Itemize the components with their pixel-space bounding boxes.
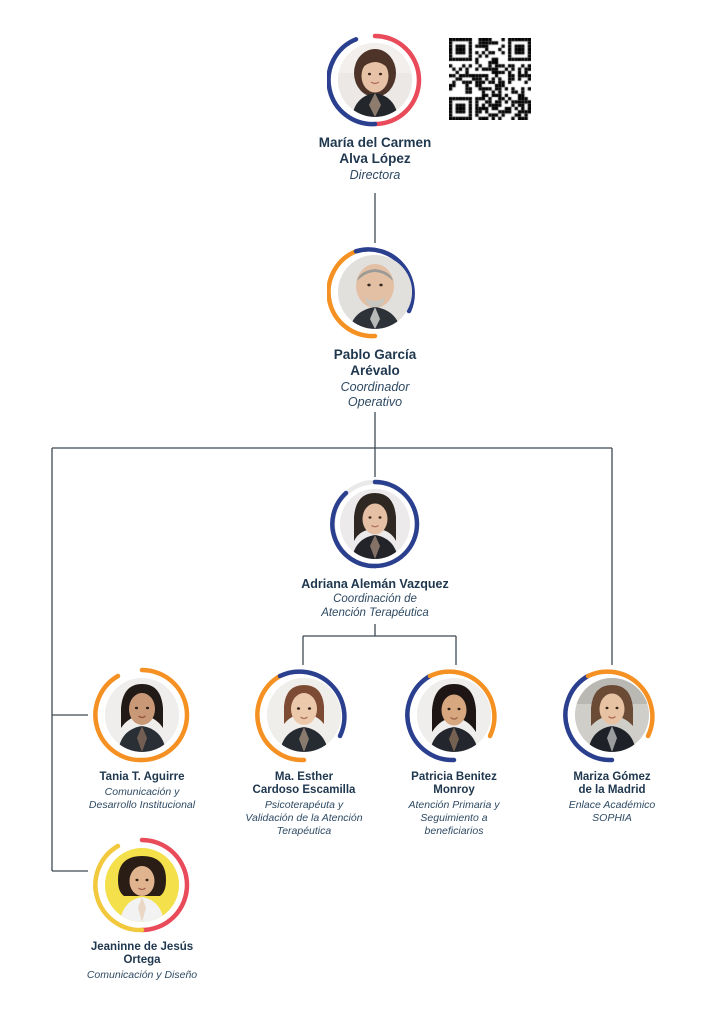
org-node-coordinacion-atencion-terapeutica[interactable]: [265, 478, 485, 621]
avatar-photo: [338, 255, 412, 329]
avatar-photo: [105, 678, 179, 752]
node-role: Comunicación y Desarrollo Institucional: [88, 786, 196, 811]
org-node-patricia-benitez[interactable]: [374, 666, 534, 837]
node-role: Coordinador Operativo: [340, 380, 410, 410]
node-role: Comunicación y Diseño: [86, 969, 198, 982]
node-role: Atención Primaria y Seguimiento a beneficiarios: [408, 799, 500, 837]
node-name: Tania T. Aguirre: [99, 771, 185, 783]
node-role: Psicoterapéuta y Validación de la Atención Terapéutica: [245, 799, 363, 837]
node-name: Adriana Alemán Vazquez: [301, 577, 449, 591]
org-node-jeaninne-ortega[interactable]: [52, 836, 232, 982]
org-node-coordinador-operativo[interactable]: [275, 244, 475, 410]
org-node-directora[interactable]: [275, 32, 475, 183]
node-name: Patricia Benitez Monroy: [411, 771, 497, 797]
avatar-photo: [105, 848, 179, 922]
node-role: Directora: [349, 168, 401, 183]
avatar-photo: [338, 43, 412, 117]
node-name: Ma. Esther Cardoso Escamilla: [252, 771, 356, 797]
node-role: Coordinación de Atención Terapéutica: [321, 593, 429, 620]
avatar-photo: [340, 489, 410, 559]
org-node-mariza-gomez[interactable]: [532, 666, 692, 825]
node-name: Pablo García Arévalo: [333, 347, 417, 378]
node-name: Mariza Gómez de la Madrid: [573, 771, 651, 797]
node-name: María del Carmen Alva López: [318, 135, 432, 166]
avatar-photo: [267, 678, 341, 752]
node-role: Enlace Académico SOPHIA: [568, 799, 656, 825]
avatar-photo: [575, 678, 649, 752]
org-node-ma-esther-cardoso[interactable]: [224, 666, 384, 837]
node-name: Jeaninne de Jesús Ortega: [90, 941, 194, 967]
avatar-photo: [417, 678, 491, 752]
org-node-tania-aguirre[interactable]: [52, 666, 232, 811]
